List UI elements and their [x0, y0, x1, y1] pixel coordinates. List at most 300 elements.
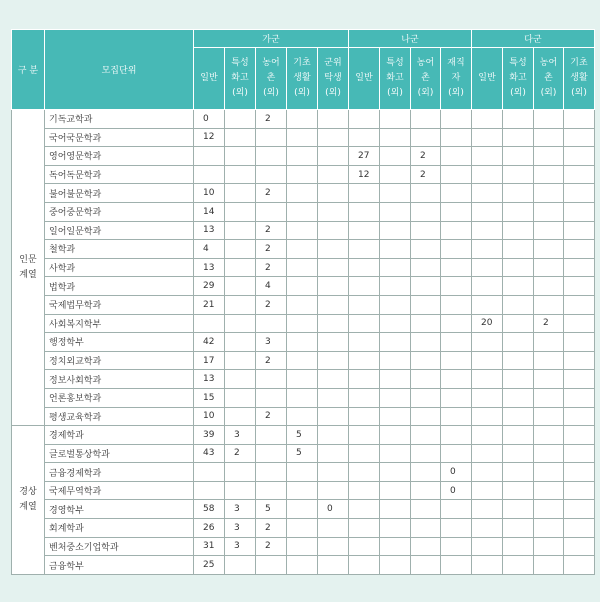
quota-cell [441, 295, 472, 314]
quota-cell [256, 128, 287, 147]
quota-cell [441, 426, 472, 445]
quota-cell [225, 221, 256, 240]
quota-cell [318, 295, 349, 314]
header-group-row [12, 30, 595, 48]
unit-name-cell: 언론홍보학과 [45, 388, 194, 407]
quota-cell [318, 463, 349, 482]
quota-cell [503, 258, 534, 277]
quota-cell [411, 351, 441, 370]
unit-name-cell: 법학과 [45, 277, 194, 296]
quota-cell [287, 333, 318, 352]
table-row [12, 314, 595, 333]
quota-cell [225, 184, 256, 203]
quota-cell [225, 463, 256, 482]
quota-cell [256, 481, 287, 500]
unit-name-cell: 행정학부 [45, 333, 194, 352]
header-group-na: 나군 [349, 30, 472, 48]
quota-cell [349, 258, 380, 277]
quota-cell [225, 240, 256, 259]
quota-cell [225, 277, 256, 296]
quota-cell: 2 [256, 258, 287, 277]
quota-cell [225, 388, 256, 407]
table-row [12, 463, 595, 482]
quota-cell [411, 258, 441, 277]
quota-cell [287, 407, 318, 426]
quota-cell [503, 519, 534, 538]
quota-cell [380, 165, 411, 184]
quota-cell [411, 277, 441, 296]
quota-cell [411, 556, 441, 575]
quota-cell: 2 [256, 537, 287, 556]
quota-cell [380, 388, 411, 407]
quota-cell [441, 258, 472, 277]
quota-cell [225, 165, 256, 184]
quota-cell [472, 481, 503, 500]
quota-cell [503, 463, 534, 482]
quota-cell [256, 147, 287, 166]
quota-cell [194, 481, 225, 500]
quota-cell [534, 333, 564, 352]
unit-name-cell: 글로벌통상학과 [45, 444, 194, 463]
quota-cell [411, 333, 441, 352]
quota-cell [380, 463, 411, 482]
unit-name-cell: 회계학과 [45, 519, 194, 538]
quota-cell [564, 147, 595, 166]
quota-cell [503, 556, 534, 575]
header-subcolumn: 기초 생활 (외) [564, 48, 595, 110]
quota-cell [318, 351, 349, 370]
table-row [12, 444, 595, 463]
quota-cell [411, 221, 441, 240]
quota-cell: 3 [256, 333, 287, 352]
quota-cell [287, 519, 318, 538]
quota-cell [411, 407, 441, 426]
quota-cell: 13 [194, 258, 225, 277]
quota-cell [287, 314, 318, 333]
quota-cell [318, 370, 349, 389]
quota-cell: 39 [194, 426, 225, 445]
quota-cell [564, 165, 595, 184]
header-subcolumn: 농어 촌 (외) [411, 48, 441, 110]
quota-cell [225, 351, 256, 370]
quota-cell [503, 370, 534, 389]
quota-cell [380, 184, 411, 203]
quota-cell [534, 370, 564, 389]
quota-cell [503, 444, 534, 463]
table-row [12, 388, 595, 407]
quota-cell: 5 [287, 444, 318, 463]
quota-cell [472, 463, 503, 482]
header-subcolumn: 일반 [349, 48, 380, 110]
quota-cell: 4 [256, 277, 287, 296]
quota-cell [318, 519, 349, 538]
quota-cell [564, 519, 595, 538]
quota-cell [441, 351, 472, 370]
quota-cell [318, 537, 349, 556]
quota-cell [318, 221, 349, 240]
quota-cell: 17 [194, 351, 225, 370]
quota-cell [472, 240, 503, 259]
table-body [12, 110, 595, 575]
quota-cell: 14 [194, 202, 225, 221]
quota-cell [564, 277, 595, 296]
header-subcolumn: 군위 탁생 (외) [318, 48, 349, 110]
quota-cell: 31 [194, 537, 225, 556]
quota-cell [349, 184, 380, 203]
quota-cell [287, 351, 318, 370]
quota-cell [287, 500, 318, 519]
quota-cell [564, 444, 595, 463]
quota-cell [503, 295, 534, 314]
quota-cell: 0 [318, 500, 349, 519]
quota-cell [564, 110, 595, 129]
quota-cell [534, 500, 564, 519]
quota-cell [380, 426, 411, 445]
unit-name-cell: 철학과 [45, 240, 194, 259]
quota-cell [472, 519, 503, 538]
quota-cell [411, 202, 441, 221]
header-subcolumn: 재직 자 (외) [441, 48, 472, 110]
quota-cell: 27 [349, 147, 380, 166]
quota-cell: 2 [256, 221, 287, 240]
quota-cell: 2 [256, 110, 287, 129]
quota-cell [503, 388, 534, 407]
quota-cell: 42 [194, 333, 225, 352]
table-row [12, 333, 595, 352]
quota-cell: 29 [194, 277, 225, 296]
quota-cell [534, 351, 564, 370]
quota-cell [318, 407, 349, 426]
quota-cell [472, 277, 503, 296]
quota-cell [441, 537, 472, 556]
quota-cell [318, 165, 349, 184]
quota-cell [256, 426, 287, 445]
table-row [12, 184, 595, 203]
quota-cell [256, 370, 287, 389]
quota-cell [472, 444, 503, 463]
quota-cell [564, 351, 595, 370]
quota-cell: 2 [411, 165, 441, 184]
category-cell: 경상 계열 [12, 426, 45, 575]
quota-cell [318, 110, 349, 129]
table-row [12, 258, 595, 277]
quota-cell [472, 426, 503, 445]
quota-cell [411, 110, 441, 129]
unit-name-cell: 금융경제학과 [45, 463, 194, 482]
quota-cell [534, 240, 564, 259]
quota-cell [472, 351, 503, 370]
quota-cell [411, 500, 441, 519]
quota-cell [380, 277, 411, 296]
quota-cell [256, 388, 287, 407]
quota-cell [411, 444, 441, 463]
quota-cell [534, 202, 564, 221]
quota-cell [472, 165, 503, 184]
unit-name-cell: 사회복지학부 [45, 314, 194, 333]
quota-cell: 4 [194, 240, 225, 259]
quota-cell [441, 128, 472, 147]
quota-cell [534, 277, 564, 296]
quota-cell [472, 128, 503, 147]
table-row [12, 556, 595, 575]
unit-name-cell: 국제법무학과 [45, 295, 194, 314]
quota-cell [564, 556, 595, 575]
table-header [12, 30, 595, 110]
header-subcolumn: 기초 생활 (외) [287, 48, 318, 110]
header-subcolumn: 일반 [194, 48, 225, 110]
quota-cell [318, 277, 349, 296]
quota-cell [534, 388, 564, 407]
quota-cell: 21 [194, 295, 225, 314]
quota-cell [411, 519, 441, 538]
quota-cell: 3 [225, 537, 256, 556]
quota-cell [287, 295, 318, 314]
quota-cell [318, 314, 349, 333]
header-subcolumn: 특성 화고 (외) [380, 48, 411, 110]
quota-cell [318, 240, 349, 259]
table-row [12, 240, 595, 259]
quota-cell [349, 202, 380, 221]
quota-cell [503, 184, 534, 203]
quota-cell [564, 240, 595, 259]
quota-cell [441, 519, 472, 538]
table-row [12, 147, 595, 166]
quota-cell [194, 463, 225, 482]
quota-cell [225, 314, 256, 333]
header-subcolumn: 특성 화고 (외) [503, 48, 534, 110]
quota-cell [503, 110, 534, 129]
quota-cell: 58 [194, 500, 225, 519]
quota-cell: 5 [256, 500, 287, 519]
table-row [12, 481, 595, 500]
quota-cell [503, 147, 534, 166]
quota-cell [534, 147, 564, 166]
quota-cell [472, 202, 503, 221]
quota-cell: 5 [287, 426, 318, 445]
quota-cell [564, 128, 595, 147]
quota-cell [472, 370, 503, 389]
quota-cell: 20 [472, 314, 503, 333]
quota-cell [503, 314, 534, 333]
quota-cell [225, 295, 256, 314]
unit-name-cell: 벤처중소기업학과 [45, 537, 194, 556]
quota-cell [441, 165, 472, 184]
quota-cell [287, 277, 318, 296]
quota-cell [534, 110, 564, 129]
quota-cell [503, 407, 534, 426]
quota-cell [194, 147, 225, 166]
quota-cell [503, 128, 534, 147]
admission-quota-table [11, 29, 595, 575]
quota-cell [472, 221, 503, 240]
quota-cell [564, 258, 595, 277]
table-row [12, 519, 595, 538]
unit-name-cell: 금융학부 [45, 556, 194, 575]
unit-name-cell: 국제무역학과 [45, 481, 194, 500]
quota-cell [503, 221, 534, 240]
quota-cell [411, 537, 441, 556]
quota-cell [380, 370, 411, 389]
quota-cell [564, 407, 595, 426]
header-subcolumn: 특성 화고 (외) [225, 48, 256, 110]
quota-cell: 0 [194, 110, 225, 129]
quota-cell [534, 481, 564, 500]
quota-cell [503, 240, 534, 259]
quota-cell: 15 [194, 388, 225, 407]
quota-cell [564, 388, 595, 407]
quota-cell [472, 295, 503, 314]
quota-cell: 10 [194, 407, 225, 426]
quota-cell [318, 184, 349, 203]
quota-cell [256, 314, 287, 333]
quota-cell: 2 [225, 444, 256, 463]
quota-cell [287, 147, 318, 166]
quota-cell [225, 556, 256, 575]
quota-cell: 2 [411, 147, 441, 166]
quota-cell [411, 463, 441, 482]
quota-cell [287, 165, 318, 184]
quota-cell [380, 240, 411, 259]
table-row [12, 407, 595, 426]
quota-cell [318, 556, 349, 575]
quota-cell [349, 444, 380, 463]
quota-cell [472, 500, 503, 519]
quota-cell [256, 165, 287, 184]
quota-cell [349, 407, 380, 426]
quota-cell [411, 184, 441, 203]
quota-cell [411, 426, 441, 445]
quota-cell [349, 519, 380, 538]
quota-cell [225, 202, 256, 221]
quota-cell [380, 333, 411, 352]
quota-cell [349, 110, 380, 129]
unit-name-cell: 사학과 [45, 258, 194, 277]
quota-cell [534, 221, 564, 240]
quota-cell: 0 [441, 481, 472, 500]
quota-cell [503, 426, 534, 445]
quota-cell [472, 388, 503, 407]
quota-cell [287, 463, 318, 482]
quota-cell [256, 444, 287, 463]
admission-table-container [11, 29, 595, 575]
quota-cell [318, 147, 349, 166]
table-row [12, 295, 595, 314]
quota-cell [318, 444, 349, 463]
table-row [12, 165, 595, 184]
quota-cell [380, 147, 411, 166]
header-subcolumn: 농어 촌 (외) [534, 48, 564, 110]
quota-cell: 13 [194, 370, 225, 389]
quota-cell [411, 295, 441, 314]
unit-name-cell: 중어중문학과 [45, 202, 194, 221]
quota-cell [380, 519, 411, 538]
quota-cell [411, 128, 441, 147]
quota-cell [318, 481, 349, 500]
quota-cell [349, 351, 380, 370]
quota-cell [472, 110, 503, 129]
header-group-ga: 가군 [194, 30, 349, 48]
quota-cell [287, 110, 318, 129]
quota-cell [349, 500, 380, 519]
quota-cell [503, 202, 534, 221]
quota-cell [503, 481, 534, 500]
quota-cell [564, 184, 595, 203]
quota-cell [503, 333, 534, 352]
quota-cell [194, 165, 225, 184]
quota-cell [287, 202, 318, 221]
quota-cell [441, 388, 472, 407]
quota-cell [534, 537, 564, 556]
quota-cell [534, 519, 564, 538]
quota-cell [380, 556, 411, 575]
quota-cell [287, 556, 318, 575]
table-row [12, 202, 595, 221]
quota-cell: 2 [256, 184, 287, 203]
quota-cell [380, 537, 411, 556]
quota-cell [225, 258, 256, 277]
quota-cell [441, 221, 472, 240]
quota-cell [225, 147, 256, 166]
unit-name-cell: 정치외교학과 [45, 351, 194, 370]
quota-cell: 10 [194, 184, 225, 203]
quota-cell [380, 295, 411, 314]
quota-cell [287, 388, 318, 407]
quota-cell [503, 165, 534, 184]
header-unit: 모집단위 [45, 30, 194, 110]
table-row [12, 537, 595, 556]
quota-cell [411, 314, 441, 333]
quota-cell [472, 258, 503, 277]
quota-cell [441, 147, 472, 166]
quota-cell [441, 333, 472, 352]
quota-cell [225, 407, 256, 426]
quota-cell [380, 221, 411, 240]
quota-cell [318, 388, 349, 407]
quota-cell [441, 110, 472, 129]
quota-cell [318, 258, 349, 277]
quota-cell [564, 221, 595, 240]
quota-cell: 3 [225, 519, 256, 538]
quota-cell [318, 426, 349, 445]
quota-cell [503, 351, 534, 370]
quota-cell [349, 221, 380, 240]
unit-name-cell: 일어일문학과 [45, 221, 194, 240]
unit-name-cell: 기독교학과 [45, 110, 194, 129]
quota-cell: 13 [194, 221, 225, 240]
quota-cell [380, 444, 411, 463]
table-row [12, 110, 595, 129]
table-row [12, 370, 595, 389]
quota-cell [534, 165, 564, 184]
header-category: 구 분 [12, 30, 45, 110]
unit-name-cell: 불어불문학과 [45, 184, 194, 203]
quota-cell [349, 370, 380, 389]
quota-cell [564, 202, 595, 221]
category-cell: 인문 계열 [12, 110, 45, 426]
quota-cell [349, 314, 380, 333]
quota-cell [441, 240, 472, 259]
quota-cell [472, 537, 503, 556]
quota-cell [564, 295, 595, 314]
quota-cell [411, 388, 441, 407]
quota-cell [564, 333, 595, 352]
header-group-da: 다군 [472, 30, 595, 48]
unit-name-cell: 경영학부 [45, 500, 194, 519]
quota-cell [380, 500, 411, 519]
quota-cell [503, 537, 534, 556]
quota-cell [534, 407, 564, 426]
quota-cell [380, 351, 411, 370]
